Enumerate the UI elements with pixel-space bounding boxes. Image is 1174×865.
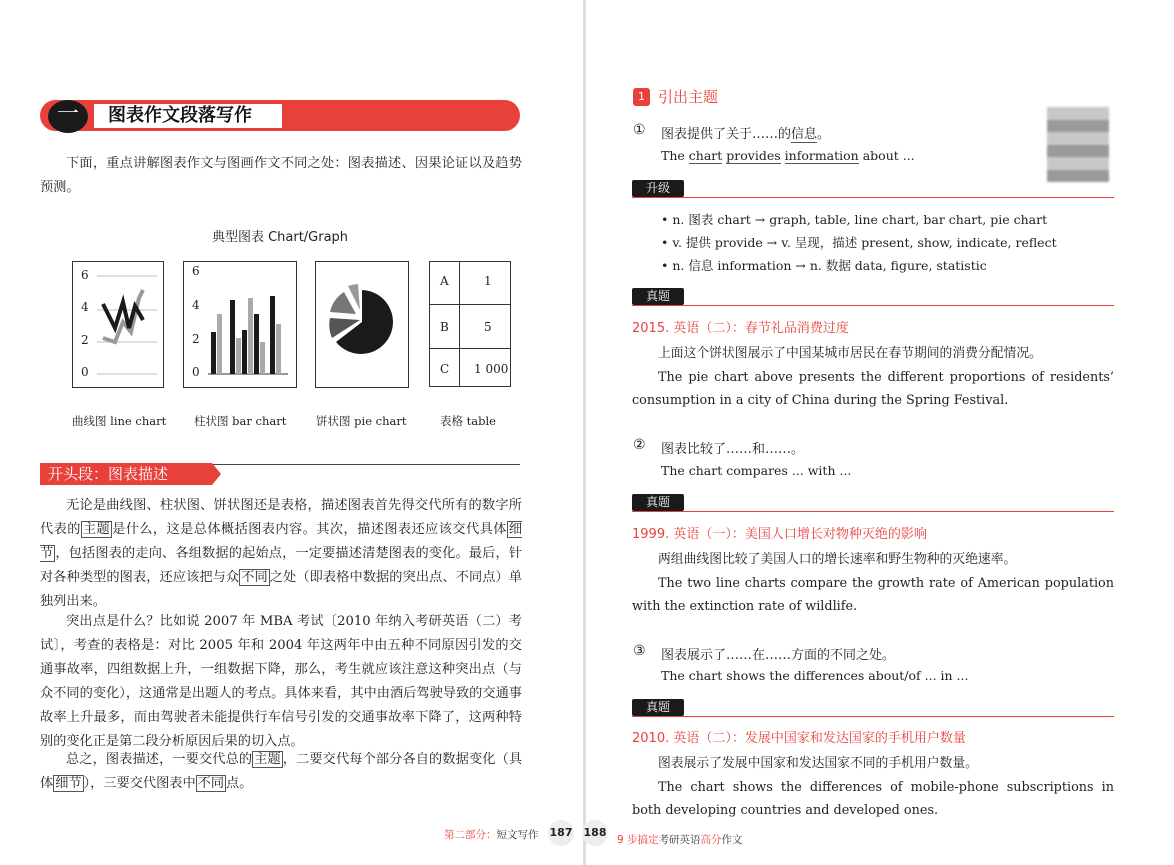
item-3-chinese: 图表展示了……在……方面的不同之处。: [661, 648, 896, 663]
keyword-theme-2: 主题: [254, 752, 281, 767]
keyword-difference-2: 不同: [197, 776, 225, 791]
line-axis-6: 6: [81, 268, 89, 282]
bar-chart-figure: [183, 261, 297, 388]
intro-paragraph: 下面，重点讲解图表作文与图画作文不同之处：图表描述、因果论证以及趋势预测。: [40, 156, 522, 195]
upgrade-bullet-3: • n. 信息 information → n. 数据 data, figure, statistic: [661, 258, 987, 273]
table-cell-c-val: 1 000: [474, 362, 509, 376]
section-title: 图表作文段落写作: [94, 104, 282, 128]
caption-pie-chart: 饼状图 pie chart: [316, 414, 407, 428]
line-axis-2: 2: [81, 333, 89, 347]
keyword-theme: 主题: [82, 522, 111, 537]
real-tag-1: 真题: [632, 288, 684, 305]
item-2-number: ②: [633, 437, 646, 453]
keyword-detail: 细节: [40, 522, 523, 561]
body-paragraph-1: 无论是曲线图、柱状图、饼状图还是表格，描述图表首先得交代所有的数字所代表的 主题 是什么，这是总体概括图表内容。其次，描述图表还应该交代具体 细节 ，包括图表的走向、各组数据的起始点，一定要描述清楚图表的变化。最后，针对各种类型的图表，还应该把与众 不同 之处（即表格中数据的突出点、不同点）单独列出来。: [40, 498, 523, 609]
caption-line-chart: 曲线图 line chart: [72, 414, 167, 428]
upgrade-tag: 升级: [632, 180, 684, 197]
upgrade-divider: [632, 197, 1114, 198]
real-tag-2: 真题: [632, 494, 684, 511]
item-2-chinese: 图表比较了……和……。: [661, 442, 805, 457]
body-paragraph-3: 总之，图表描述，一要交代总的 主题 ，二要交代每个部分各自的数据变化（具体 细节 ），三要交代图表中 不同 点。: [40, 752, 523, 791]
bar-axis-6: 6: [192, 264, 200, 278]
bar-chart-graphic: [184, 262, 296, 387]
bar-axis-2: 2: [192, 332, 200, 346]
item-1-chinese: 图表提供了关于……的信息。: [661, 127, 831, 142]
line-chart-figure: [72, 261, 164, 388]
keyword-detail-2: 细节: [55, 776, 82, 791]
exam-2-title: 1999. 英语（一）：美国人口增长对物种灭绝的影响: [632, 527, 927, 542]
subsection-heading: 引出主题: [658, 88, 719, 106]
caption-table: 表格 table: [440, 414, 496, 428]
line-axis-0: 0: [81, 365, 89, 379]
real-divider-3: [632, 716, 1114, 717]
opening-tag-arrow: [212, 463, 221, 485]
item-2-english: The chart compares ... with ...: [661, 463, 852, 478]
exam-2-english: The two line charts compare the growth rate of American population with the extinction rate of wildlife.: [632, 576, 1114, 614]
table-figure: [429, 261, 511, 387]
opening-section-label: 开头段：图表描述: [40, 463, 212, 485]
table-cell-a: A: [440, 274, 449, 288]
section-number: 一: [48, 100, 88, 133]
table-cell-c: C: [440, 362, 450, 376]
body-paragraph-2: 突出点是什么？比如说 2007 年 MBA 考试〔2010 年纳入考研英语（二）考试〕，考查的表格是：对比 2005 年和 2004 年这两年中由五种不同原因引发的交通事故率，四组数据上升，一组数据下降，那么，考生就应该注意这种突出点（与众不同的变化），这通常是出题人的考点。具体来看，其中由酒后驾驶导致的交通事故率上升最多，而由驾驶者未能提供行车信号引发的交通事故率下降了，这两种特别的变化正是第二段分析原因后果的切入点。: [40, 614, 522, 749]
left-footer: 第二部分：短文写作: [444, 829, 539, 841]
real-divider-2: [632, 511, 1114, 512]
left-page-number: 187: [548, 820, 574, 846]
table-cell-b: B: [440, 320, 449, 334]
exam-2-chinese: 两组曲线图比较了美国人口的增长速率和野生物种的灭绝速率。: [658, 552, 1017, 567]
bar-axis-0: 0: [192, 365, 200, 379]
item-1-number: ①: [633, 122, 646, 138]
table-cell-b-val: 5: [484, 320, 492, 334]
blurred-qr-image: [1047, 107, 1109, 182]
exam-3-chinese: 图表展示了发展中国家和发达国家不同的手机用户数量。: [658, 756, 978, 771]
item-3-number: ③: [633, 643, 646, 659]
exam-3-english: The chart shows the differences of mobile-phone subscriptions in both developing countries and developed ones.: [632, 780, 1114, 818]
keyword-difference: 不同: [241, 570, 268, 585]
chart-figure-title: 典型图表 Chart/Graph: [211, 230, 349, 245]
real-tag-3: 真题: [632, 699, 684, 716]
subsection-badge: 1: [633, 88, 650, 106]
exam-3-title: 2010. 英语（二）：发展中国家和发达国家的手机用户数量: [632, 731, 966, 746]
pie-chart-graphic: [316, 262, 408, 387]
exam-1-english: The pie chart above presents the different proportions of residents’ consumption in a city of China during the Spring Festival.: [632, 370, 1114, 408]
item-3-english: The chart shows the differences about/of ... in ...: [661, 668, 969, 683]
left-page: [0, 0, 583, 865]
real-divider-1: [632, 305, 1114, 306]
right-footer: 9 步搞定考研英语高分作文: [617, 834, 743, 846]
upgrade-bullet-1: • n. 图表 chart → graph, table, line chart, bar chart, pie chart: [661, 212, 1048, 227]
item-1-english: The chart provides information about ...: [661, 148, 915, 163]
exam-1-chinese: 上面这个饼状图展示了中国某城市居民在春节期间的消费分配情况。: [658, 346, 1042, 361]
exam-1-title: 2015. 英语（二）：春节礼品消费过度: [632, 321, 849, 336]
upgrade-bullet-2: • v. 提供 provide → v. 呈现，描述 present, show, indicate, reflect: [661, 235, 1057, 250]
caption-bar-chart: 柱状图 bar chart: [194, 414, 287, 428]
line-axis-4: 4: [81, 300, 89, 314]
pie-chart-figure: [315, 261, 409, 388]
table-cell-a-val: 1: [484, 274, 492, 288]
bar-axis-4: 4: [192, 298, 200, 312]
right-page-number: 188: [582, 820, 608, 846]
